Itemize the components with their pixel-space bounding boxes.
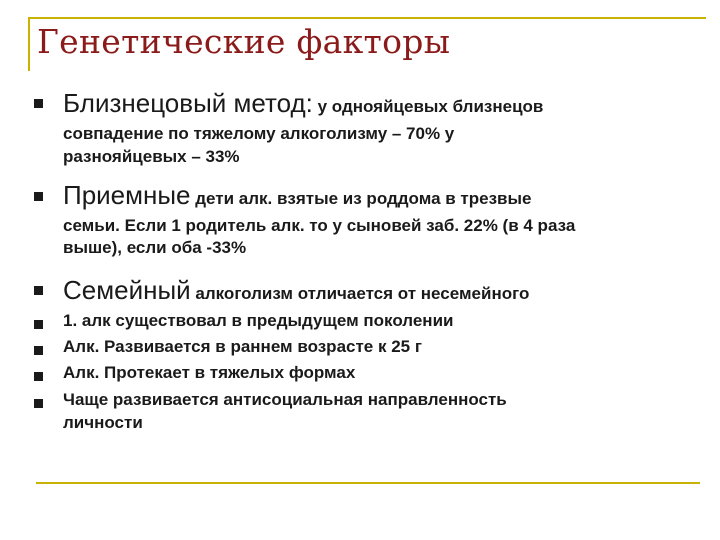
item-adopted-line-2: выше), если оба -33%: [63, 238, 247, 257]
bullet-square-icon: [34, 320, 43, 329]
item-twins-lead: Близнецовый метод:: [63, 88, 313, 118]
bullet-square-icon: [34, 399, 43, 408]
item-family-lead: Семейный: [63, 275, 191, 305]
item-twins-tail: у однояйцевых близнецов: [312, 97, 544, 116]
slide-title: Генетические факторы: [37, 22, 451, 61]
item-adopted-line-1: семьи. Если 1 родитель алк. то у сыновей заб. 22% (в 4 раза: [63, 216, 576, 235]
item-twins-line-1: совпадение по тяжелому алкоголизму – 70% у: [63, 124, 455, 143]
sub-item-3: Алк. Протекает в тяжелых формах: [63, 363, 356, 382]
item-family-heading: [63, 275, 529, 306]
left-divider: [28, 17, 30, 71]
bullet-square-icon: [34, 372, 43, 381]
sub-item-4: Чаще развивается антисоциальная направленность: [63, 390, 507, 409]
sub-item-1: 1. алк существовал в предыдущем поколении: [63, 311, 454, 330]
item-adopted-tail: дети алк. взятые из роддома в трезвые: [190, 189, 532, 208]
bullet-square-icon: [34, 192, 43, 201]
top-divider: [28, 17, 706, 19]
item-twins-heading: [63, 88, 543, 119]
sub-item-4-continuation: личности: [63, 413, 143, 432]
item-adopted-lead: Приемные: [63, 180, 191, 210]
sub-item-2: Алк. Развивается в раннем возрасте к 25 г: [63, 337, 422, 356]
item-family-tail: алкоголизм отличается от несемейного: [190, 284, 530, 303]
bottom-divider: [36, 482, 700, 484]
item-adopted-heading: [63, 180, 531, 211]
item-twins-line-2: разнояйцевых – 33%: [63, 147, 240, 166]
bullet-square-icon: [34, 286, 43, 295]
bullet-square-icon: [34, 99, 43, 108]
bullet-square-icon: [34, 346, 43, 355]
